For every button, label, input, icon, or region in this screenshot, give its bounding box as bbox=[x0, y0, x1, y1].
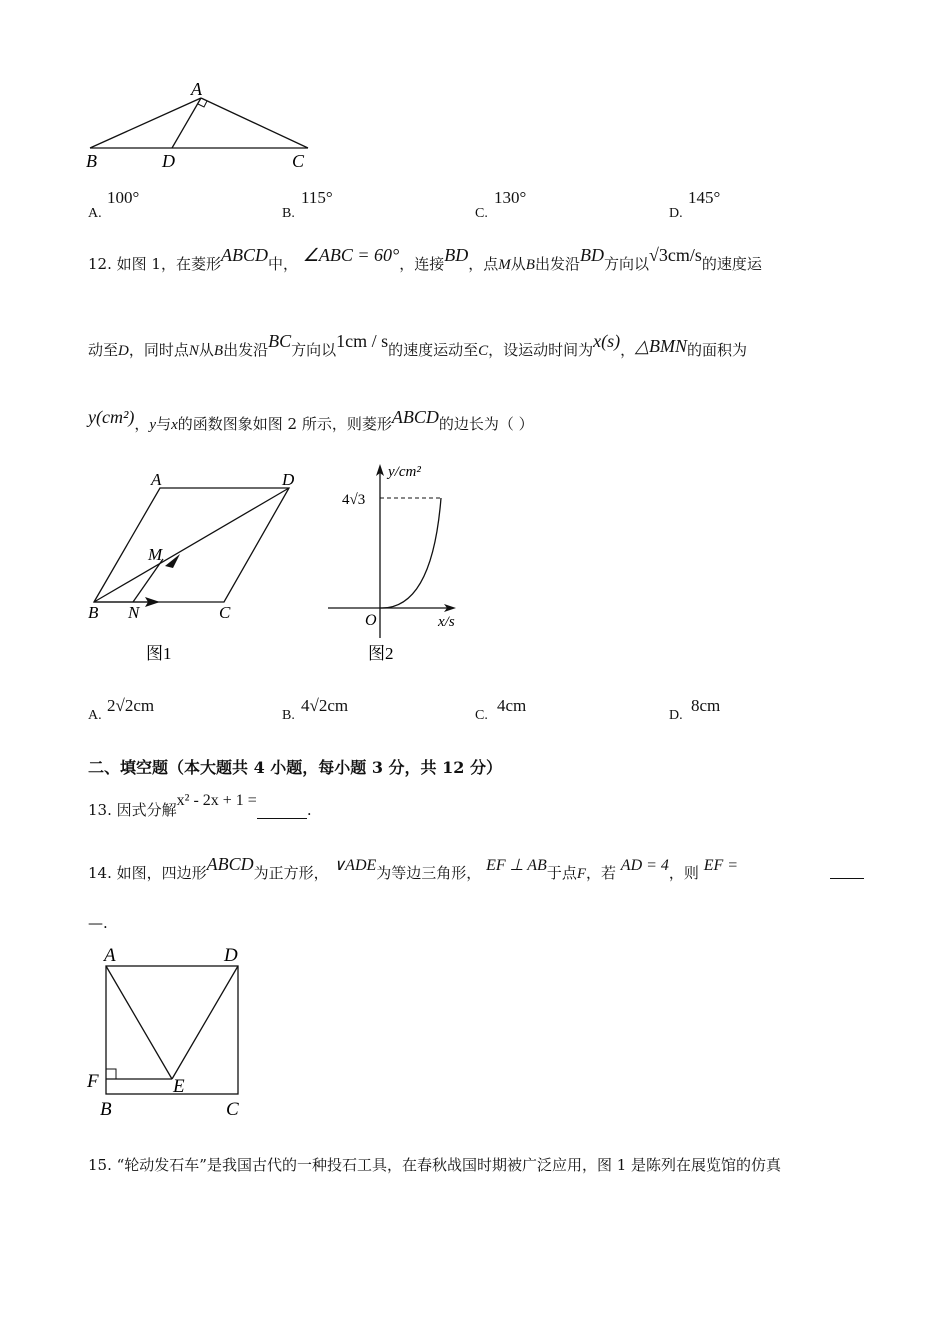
q12-speed2: 1cm / s bbox=[336, 331, 389, 351]
q14-text: 为等边三角形， bbox=[376, 864, 482, 882]
q14-perp: EF ⊥ AB bbox=[486, 857, 547, 874]
q12-xs: x(s) bbox=[593, 331, 621, 351]
q14-f: F bbox=[576, 866, 586, 882]
q12-figure-2 bbox=[322, 460, 472, 670]
q11-option-b-value: 115° bbox=[301, 188, 333, 207]
q14-text: ，若 bbox=[586, 864, 617, 882]
q11-label-c: C bbox=[292, 151, 305, 171]
fig1-label-a: A bbox=[151, 470, 162, 489]
q14-label-c: C bbox=[226, 1099, 239, 1120]
q14-text: 于点 bbox=[546, 864, 577, 882]
q12-text: ，同时点 bbox=[128, 341, 189, 359]
q14-label-a: A bbox=[104, 945, 116, 966]
q12-y: y bbox=[149, 417, 157, 433]
q14-label-b: B bbox=[100, 1099, 112, 1120]
q12-option-b-label: B. bbox=[282, 708, 295, 723]
q12-text: 的边长为（ ） bbox=[438, 415, 534, 433]
q12-x: x bbox=[171, 417, 178, 433]
q11-option-c-label: C. bbox=[475, 206, 488, 221]
q12-text: ，设运动时间为 bbox=[488, 341, 594, 359]
q12-line-2 bbox=[88, 331, 748, 359]
q12-line-1 bbox=[88, 245, 762, 273]
q12-n: N bbox=[188, 343, 199, 359]
q12-text: ，点 bbox=[468, 255, 499, 273]
q14-line-1 bbox=[88, 854, 739, 882]
q12-d: D bbox=[118, 343, 129, 359]
q12-text: 如图 1，在菱形 bbox=[116, 255, 221, 273]
q12-option-d-value: 8cm bbox=[691, 696, 721, 715]
q13-text: 因式分解 bbox=[116, 801, 177, 819]
q11-label-a: A bbox=[191, 79, 202, 99]
q13-answer-blank[interactable] bbox=[257, 803, 307, 819]
q14-text: ，则 bbox=[668, 864, 699, 882]
q12-text: 出发沿 bbox=[223, 341, 269, 359]
q12-text: ， bbox=[620, 341, 636, 359]
q11-triangle-figure bbox=[80, 78, 330, 178]
q12-bc: BC bbox=[268, 331, 292, 351]
q14-label-d: D bbox=[224, 945, 238, 966]
q12-c: C bbox=[478, 343, 489, 359]
q12-text: 的速度运动至 bbox=[388, 341, 479, 359]
q12-text: 的面积为 bbox=[687, 341, 748, 359]
q13-end: . bbox=[306, 801, 312, 819]
q12-speed1: √3cm/s bbox=[648, 245, 702, 265]
fig1-label-d: D bbox=[282, 470, 295, 489]
q11-label-b: B bbox=[86, 151, 97, 171]
q12-option-a-value: 2√2cm bbox=[107, 696, 155, 715]
q15-number: 15. bbox=[88, 1156, 112, 1174]
q12-text: 方向以 bbox=[291, 341, 337, 359]
q14-answer-blank[interactable] bbox=[830, 862, 864, 879]
q12-text: 的函数图象如图 2 所示，则菱形 bbox=[177, 415, 392, 433]
q12-text: 与 bbox=[156, 415, 172, 433]
fig2-xlabel: x/s bbox=[438, 614, 455, 630]
q14-ad: AD = 4 bbox=[620, 857, 669, 874]
fig2-caption: 图2 bbox=[368, 644, 394, 663]
q14-abcd: ABCD bbox=[206, 854, 254, 874]
q13-expression: x² - 2x + 1 = bbox=[176, 792, 257, 809]
q12-b: B bbox=[213, 343, 224, 359]
section-2-heading: 二、填空题（本大题共 4 小题，每小题 3 分，共 12 分） bbox=[88, 758, 502, 777]
q11-option-d-label: D. bbox=[669, 206, 683, 221]
q12-text: 的速度运 bbox=[701, 255, 762, 273]
q11-option-c-value: 130° bbox=[494, 188, 527, 207]
q14-ade: ∨ADE bbox=[333, 857, 377, 874]
q13-number: 13. bbox=[88, 801, 112, 819]
q14-label-e: E bbox=[173, 1076, 185, 1097]
q12-text: 从 bbox=[198, 341, 214, 359]
q12-b: B bbox=[525, 257, 535, 273]
q12-option-c-label: C. bbox=[475, 708, 488, 723]
q12-bd: BD bbox=[579, 245, 604, 265]
q12-text: ， bbox=[134, 415, 150, 433]
fig1-label-c: C bbox=[219, 603, 231, 622]
q12-option-b-value: 4√2cm bbox=[301, 696, 349, 715]
q15-line-1 bbox=[88, 1158, 781, 1173]
q12-option-c-value: 4cm bbox=[497, 696, 527, 715]
q12-figure-1 bbox=[80, 466, 310, 666]
q14-text: 如图，四边形 bbox=[116, 864, 207, 882]
q11-option-a-value: 100° bbox=[107, 188, 140, 207]
q12-option-d-label: D. bbox=[669, 708, 683, 723]
q14-line-2: —. bbox=[88, 914, 108, 932]
q11-option-a-label: A. bbox=[88, 206, 102, 221]
q12-line-3 bbox=[88, 407, 534, 433]
q12-text: ，连接 bbox=[399, 255, 445, 273]
fig2-ymax: 4√3 bbox=[342, 492, 366, 508]
q12-text: 出发沿 bbox=[534, 255, 580, 273]
fig1-caption: 图1 bbox=[146, 644, 172, 663]
q12-text: 从 bbox=[510, 255, 526, 273]
q12-text: 动至 bbox=[88, 341, 119, 359]
q12-abcd: ABCD bbox=[220, 245, 268, 265]
q14-label-f: F bbox=[87, 1071, 99, 1092]
q12-m: M bbox=[498, 257, 511, 273]
q12-angle: ∠ABC = 60° bbox=[302, 245, 400, 265]
q15-text: “轮动发石车”是我国古代的一种投石工具，在春秋战国时期被广泛应用，图 1 是陈列在展览馆的仿真 bbox=[116, 1156, 782, 1174]
q14-text: 为正方形， bbox=[253, 864, 329, 882]
fig2-origin: O bbox=[365, 612, 377, 629]
fig1-label-m: M bbox=[148, 545, 163, 564]
q13-line bbox=[88, 792, 312, 819]
q11-label-d: D bbox=[162, 151, 175, 171]
q14-ef: EF = bbox=[703, 857, 739, 874]
fig2-ylabel: y/cm² bbox=[388, 464, 421, 480]
q12-option-a-label: A. bbox=[88, 708, 102, 723]
q14-figure bbox=[80, 940, 260, 1124]
q11-option-d-value: 145° bbox=[688, 188, 721, 207]
fig1-label-b: B bbox=[88, 603, 99, 622]
q12-triangle: △BMN bbox=[635, 336, 688, 356]
q12-text: 方向以 bbox=[603, 255, 649, 273]
q14-number: 14. bbox=[88, 864, 112, 882]
q11-option-b-label: B. bbox=[282, 206, 295, 221]
q12-text: 中， bbox=[267, 255, 298, 273]
fig1-label-n: N bbox=[128, 603, 140, 622]
q12-bd: BD bbox=[444, 245, 469, 265]
q12-abcd: ABCD bbox=[391, 407, 439, 427]
q12-number: 12. bbox=[88, 255, 112, 273]
q12-ycm: y(cm²) bbox=[88, 407, 135, 427]
